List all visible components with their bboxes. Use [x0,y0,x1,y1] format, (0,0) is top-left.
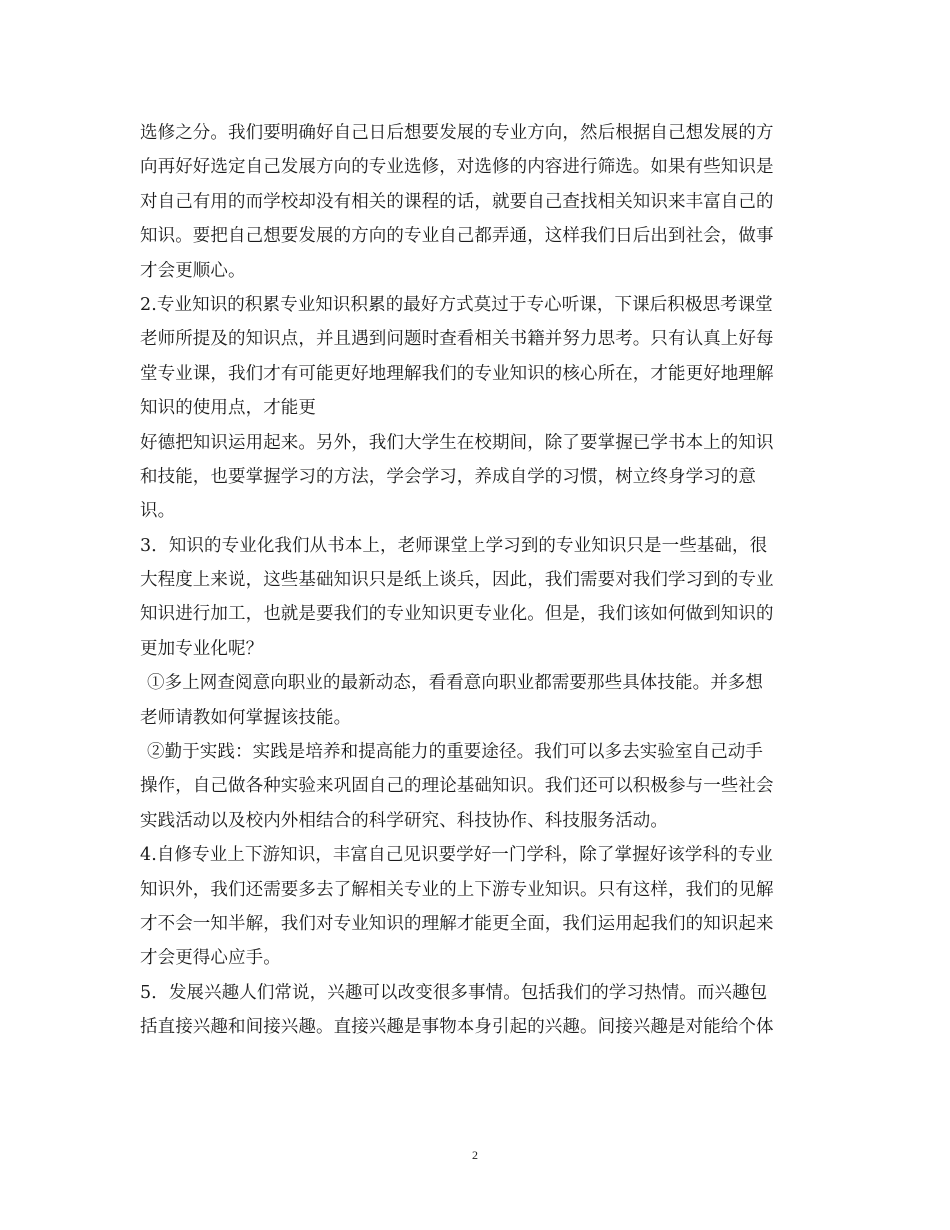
text-line: 更加专业化呢？ [140,638,264,659]
list-item-line: ①多上网查阅意向职业的最新动态，看看意向职业都需要那些具体技能。并多想 [147,673,763,694]
text-line: 知识的使用点，才能更 [140,398,316,419]
text-line: 堂专业课，我们才有可能更好地理解我们的专业知识的核心所在，才能更好地理解 [140,363,774,384]
text-line: 知识进行加工，也就是要我们的专业知识更专业化。但是，我们该如何做到知识的 [140,604,774,625]
section-heading-line: 4.自修专业上下游知识，丰富自己见识要学好一门学科，除了掌握好该学科的专业 [140,845,773,866]
page-number: 2 [472,1148,478,1162]
text-line: 操作，自己做各种实验来巩固自己的理论基础知识。我们还可以积极参与一些社会 [140,776,774,797]
section-heading-line: 5．发展兴趣人们常说，兴趣可以改变很多事情。包括我们的学习热情。而兴趣包 [140,982,768,1003]
body-text [140,116,840,1045]
text-line: 和技能，也要掌握学习的方法，学会学习，养成自学的习惯，树立终身学习的意 [140,466,756,487]
section-heading-line: 2.专业知识的积累专业知识积累的最好方式莫过于专心听课，下课后积极思考课堂 [140,294,773,315]
section-heading-line: 3．知识的专业化我们从书本上，老师课堂上学习到的专业知识只是一些基础，很 [140,535,768,556]
text-line: 才会更顺心。 [140,260,246,281]
text-line: 才会更得心应手。 [140,948,281,969]
text-line: 知识外，我们还需要多去了解相关专业的上下游专业知识。只有这样，我们的见解 [140,879,774,900]
text-line: 实践活动以及校内外相结合的科学研究、科技协作、科技服务活动。 [140,810,668,831]
text-line: 好德把知识运用起来。另外，我们大学生在校期间，除了要掌握已学书本上的知识 [140,432,774,453]
text-line: 选修之分。我们要明确好自己日后想要发展的专业方向，然后根据自己想发展的方 [140,123,774,143]
text-line: 才不会一知半解，我们对专业知识的理解才能更全面，我们运用起我们的知识起来 [140,913,774,934]
text-line: 括直接兴趣和间接兴趣。直接兴趣是事物本身引起的兴趣。间接兴趣是对能给个体 [140,1017,774,1038]
text-line: 知识。要把自己想要发展的方向的专业自己都弄通，这样我们日后出到社会，做事 [140,226,774,247]
text-line: 向再好好选定自己发展方向的专业选修，对选修的内容进行筛选。如果有些知识是 [140,157,774,178]
list-item-line: ②勤于实践：实践是培养和提高能力的重要途径。我们可以多去实验室自己动手 [147,742,763,763]
text-line: 对自己有用的而学校却没有相关的课程的话，就要自己查找相关知识来丰富自己的 [140,191,774,212]
text-line: 老师所提及的知识点，并且遇到问题时查看相关书籍并努力思考。只有认真上好每 [140,329,774,350]
text-line: 老师请教如何掌握该技能。 [140,707,352,728]
text-line: 识。 [140,501,176,522]
text-line: 大程度上来说，这些基础知识只是纸上谈兵，因此，我们需要对我们学习到的专业 [140,570,774,591]
